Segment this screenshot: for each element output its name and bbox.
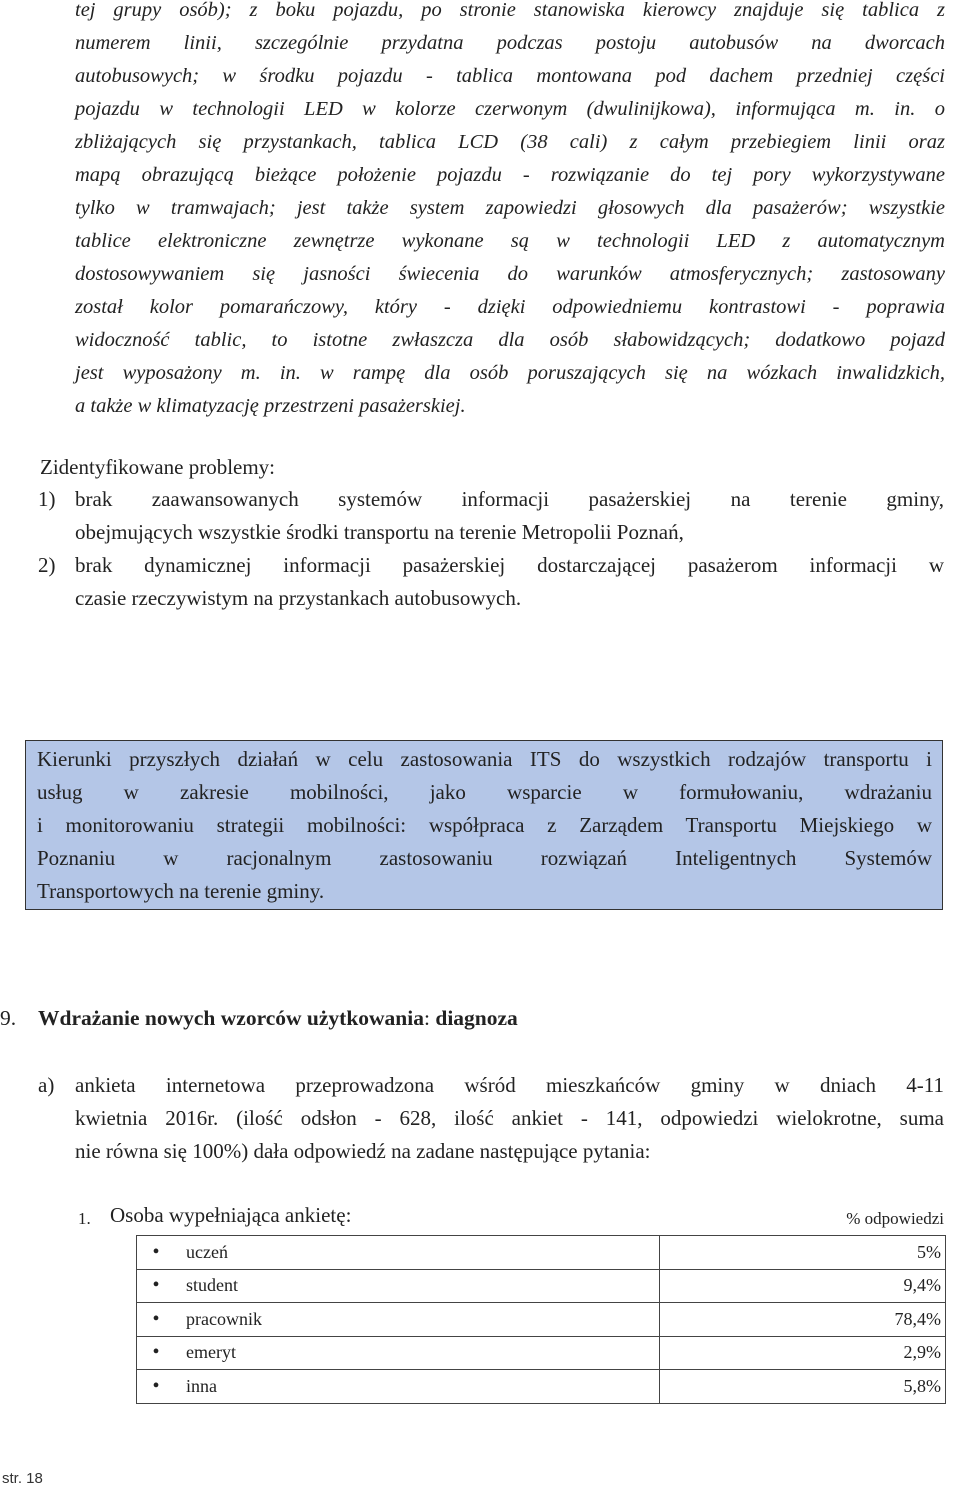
table-row [137, 1269, 946, 1303]
paragraph-line: numerem linii, szczególnie przydatna podczas postoju autobusów na dworcach [75, 32, 945, 54]
paragraph-line: pojazdu w technologii LED w kolorze czerwonym (dwulinijkowa), informująca m. in. o [75, 98, 945, 120]
problem-number: 2) [38, 553, 56, 577]
paragraph-line: dostosowywaniem się jasności świecenia do warunków atmosferycznych; zastosowany [75, 263, 945, 285]
row-value: 9,4% [660, 1269, 946, 1303]
problem-line: obejmujących wszystkie środki transportu na terenie Metropolii Poznań, [75, 520, 684, 544]
paragraph-line: zbliżających się przystankach, tablica LCD (38 cali) z całym przebiegiem linii oraz [75, 131, 945, 153]
bullet-icon: • [137, 1236, 176, 1270]
question-number: 1. [78, 1209, 91, 1228]
section-number: 9. [0, 1006, 17, 1030]
survey-table [136, 1235, 946, 1404]
row-value: 5% [660, 1236, 946, 1270]
survey-intro-number: a) [38, 1073, 55, 1097]
table-row [137, 1236, 946, 1270]
row-label: inna [175, 1370, 660, 1404]
row-label: pracownik [175, 1303, 660, 1337]
survey-intro-line: ankieta internetowa przeprowadzona wśród mieszkańców gminy w dniach 4-11 [75, 1073, 944, 1097]
paragraph-line: został kolor pomarańczowy, który - dzięki odpowiedniemu kontrastowi - poprawia [75, 296, 945, 318]
bullet-icon: • [137, 1336, 176, 1370]
paragraph-line: tylko w tramwajach; jest także system zapowiedzi głosowych dla pasażerów; wszystkie [75, 197, 945, 219]
row-label: student [175, 1269, 660, 1303]
paragraph-line: tablice elektroniczne zewnętrze wykonane są w technologii LED z automatycznym [75, 230, 945, 252]
bullet-icon: • [137, 1303, 176, 1337]
question-text: Osoba wypełniająca ankietę: [110, 1203, 352, 1227]
row-label: emeryt [175, 1336, 660, 1370]
box-line: i monitorowaniu strategii mobilności: współpraca z Zarządem Transportu Miejskiego w [37, 813, 932, 837]
problem-line: brak dynamicznej informacji pasażerskiej dostarczającej pasażerom informacji w [75, 553, 944, 577]
problem-item [38, 483, 944, 549]
paragraph-line: widoczność tablic, to istotne zwłaszcza dla osób słabowidzących; dodatkowo pojazd [75, 329, 945, 351]
section-title-main: Wdrażanie nowych wzorców użytkowania [38, 1006, 424, 1030]
paragraph-line: a także w klimatyzację przestrzeni pasażerskiej. [75, 395, 466, 417]
paragraph-line: tej grupy osób); z boku pojazdu, po stronie stanowiska kierowcy znajduje się tablica z [75, 0, 945, 21]
section-colon: : [424, 1006, 430, 1030]
bullet-icon: • [137, 1370, 176, 1404]
survey-intro-line: kwietnia 2016r. (ilość odsłon - 628, ilość ankiet - 141, odpowiedzi wielokrotne, suma [75, 1106, 944, 1130]
section-subtitle: diagnoza [435, 1006, 518, 1030]
page-number: str. 18 [2, 1470, 43, 1487]
row-label: uczeń [175, 1236, 660, 1270]
box-line: Poznaniu w racjonalnym zastosowaniu rozwiązań Inteligentnych Systemów [37, 846, 932, 870]
percent-header: % odpowiedzi [846, 1209, 944, 1228]
problems-heading: Zidentyfikowane problemy: [40, 455, 276, 479]
problem-line: brak zaawansowanych systemów informacji pasażerskiej na terenie gminy, [75, 487, 944, 511]
table-row [137, 1336, 946, 1370]
survey-intro [38, 1069, 944, 1168]
italic-paragraph [75, 0, 945, 423]
problem-number: 1) [38, 487, 56, 511]
table-row [137, 1370, 946, 1404]
future-directions-box [25, 740, 943, 910]
bullet-icon: • [137, 1269, 176, 1303]
problem-line: czasie rzeczywistym na przystankach autobusowych. [75, 586, 522, 610]
paragraph-line: mapą obrazującą bieżące położenie pojazdu - rozwiązanie do tej pory wykorzystywane [75, 164, 945, 186]
box-line: Transportowych na terenie gminy. [37, 879, 325, 903]
section-title [38, 1003, 518, 1033]
paragraph-line: autobusowych; w środku pojazdu - tablica montowana pod dachem przedniej części [75, 65, 945, 87]
question-header [78, 1203, 944, 1233]
row-value: 5,8% [660, 1370, 946, 1404]
box-line: Kierunki przyszłych działań w celu zastosowania ITS do wszystkich rodzajów transportu i [37, 747, 932, 771]
paragraph-line: jest wyposażony m. in. w rampę dla osób poruszających się na wózkach inwalidzkich, [75, 362, 945, 384]
box-line: usług w zakresie mobilności, jako wsparcie w formułowaniu, wdrażaniu [37, 780, 932, 804]
survey-intro-line: nie równa się 100%) dała odpowiedź na zadane następujące pytania: [75, 1139, 651, 1163]
row-value: 2,9% [660, 1336, 946, 1370]
row-value: 78,4% [660, 1303, 946, 1337]
table-row [137, 1303, 946, 1337]
problem-item [38, 549, 944, 615]
